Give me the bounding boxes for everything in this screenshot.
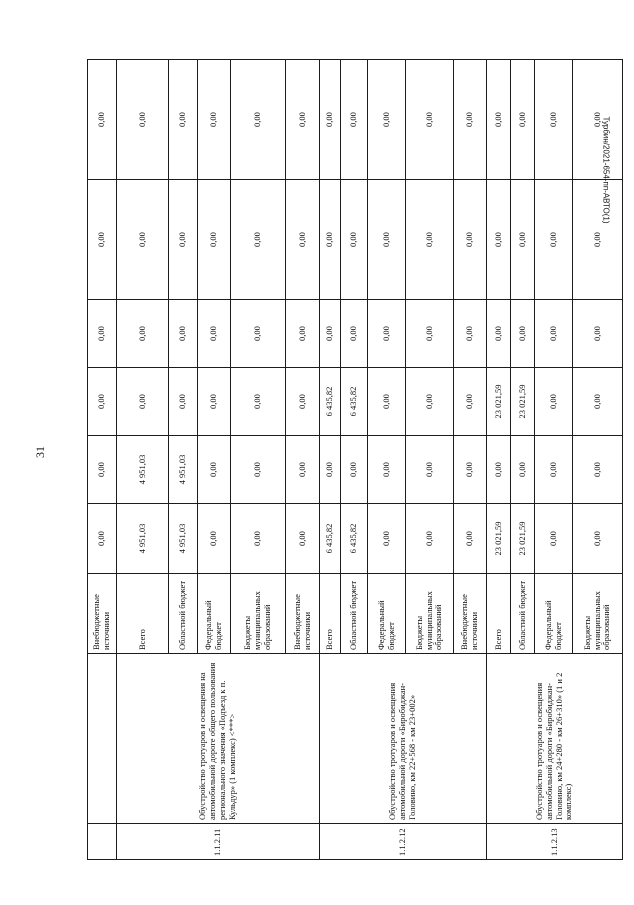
value-cell: 0,00 xyxy=(535,60,573,180)
value-cell: 0,00 xyxy=(573,436,623,504)
value-cell: 0,00 xyxy=(406,368,454,436)
code-cell-empty xyxy=(88,824,117,860)
value-cell: 0,00 xyxy=(198,504,231,574)
value-cell: 0,00 xyxy=(231,504,286,574)
value-cell: 0,00 xyxy=(511,180,535,300)
value-cell: 0,00 xyxy=(117,60,169,180)
value-cell: 0,00 xyxy=(286,368,320,436)
value-cell: 23 021,59 xyxy=(511,504,535,574)
value-cell: 0,00 xyxy=(341,180,368,300)
event-code: 1.1.2.11 xyxy=(117,824,320,860)
value-cell: 0,00 xyxy=(88,60,117,180)
source-cell: Всего xyxy=(320,574,341,654)
financing-table xyxy=(87,59,623,860)
value-cell: 0,00 xyxy=(286,504,320,574)
source-cell: Федеральный бюджет xyxy=(368,574,406,654)
value-cell: 0,00 xyxy=(320,180,341,300)
value-cell: 0,00 xyxy=(406,436,454,504)
value-cell: 0,00 xyxy=(368,436,406,504)
event-title: Обустройство тротуаров и освещения автомобильной дороги «Биробиджан-Головино, км 22+568 - км 23+002» xyxy=(320,654,487,824)
source-cell: Федеральный бюджет xyxy=(535,574,573,654)
value-cell: 0,00 xyxy=(406,300,454,368)
source-cell: Бюджеты муниципальных образований xyxy=(231,574,286,654)
value-cell: 0,00 xyxy=(573,300,623,368)
value-cell: 0,00 xyxy=(88,504,117,574)
value-cell: 4 951,03 xyxy=(117,504,169,574)
value-cell: 4 951,03 xyxy=(169,436,198,504)
source-cell: Внебюджетные источники xyxy=(88,574,117,654)
value-cell: 0,00 xyxy=(198,368,231,436)
value-cell: 0,00 xyxy=(535,504,573,574)
value-cell: 0,00 xyxy=(535,436,573,504)
value-cell: 23 021,59 xyxy=(487,368,511,436)
value-cell: 0,00 xyxy=(117,368,169,436)
source-cell: Федеральный бюджет xyxy=(198,574,231,654)
value-cell: 0,00 xyxy=(406,180,454,300)
value-cell: 0,00 xyxy=(406,504,454,574)
event-title: Обустройство тротуаров и освещения автомобильной дороги «Биробиджан-Головино, км 24+280 - км 26+310» (1 и 2 комплекс) xyxy=(487,654,623,824)
source-cell: Всего xyxy=(117,574,169,654)
value-cell: 0,00 xyxy=(231,180,286,300)
value-cell: 0,00 xyxy=(573,504,623,574)
value-cell: 0,00 xyxy=(231,368,286,436)
value-cell: 0,00 xyxy=(169,368,198,436)
value-cell: 0,00 xyxy=(117,180,169,300)
source-cell: Внебюджетные источники xyxy=(454,574,487,654)
value-cell: 0,00 xyxy=(535,368,573,436)
value-cell: 0,00 xyxy=(454,504,487,574)
value-cell: 0,00 xyxy=(368,504,406,574)
value-cell: 0,00 xyxy=(286,60,320,180)
value-cell: 0,00 xyxy=(511,300,535,368)
value-cell: 4 951,03 xyxy=(117,436,169,504)
value-cell: 6 435,82 xyxy=(341,368,368,436)
source-cell: Областной бюджет xyxy=(341,574,368,654)
value-cell: 0,00 xyxy=(368,300,406,368)
value-cell: 0,00 xyxy=(454,300,487,368)
value-cell: 0,00 xyxy=(341,436,368,504)
table-row xyxy=(88,60,117,860)
value-cell: 0,00 xyxy=(198,436,231,504)
value-cell: 0,00 xyxy=(368,180,406,300)
event-code: 1.1.2.12 xyxy=(320,824,487,860)
value-cell: 0,00 xyxy=(320,436,341,504)
value-cell: 0,00 xyxy=(341,300,368,368)
value-cell: 0,00 xyxy=(198,60,231,180)
value-cell: 0,00 xyxy=(88,180,117,300)
value-cell: 0,00 xyxy=(286,300,320,368)
page-number: 31 xyxy=(33,446,47,458)
value-cell: 0,00 xyxy=(320,60,341,180)
value-cell: 0,00 xyxy=(169,300,198,368)
value-cell: 0,00 xyxy=(487,60,511,180)
value-cell: 0,00 xyxy=(406,60,454,180)
value-cell: 0,00 xyxy=(487,300,511,368)
value-cell: 0,00 xyxy=(231,60,286,180)
value-cell: 0,00 xyxy=(117,300,169,368)
value-cell: 0,00 xyxy=(169,180,198,300)
value-cell: 0,00 xyxy=(454,180,487,300)
value-cell: 0,00 xyxy=(198,180,231,300)
value-cell: 0,00 xyxy=(454,60,487,180)
value-cell: 0,00 xyxy=(535,180,573,300)
value-cell: 0,00 xyxy=(286,180,320,300)
value-cell: 4 951,03 xyxy=(169,504,198,574)
event-title: Обустройство тротуаров и освещения на автомобильной дороге общего пользования регионального значения «Подъезд к п. Кульдур» (1 комплекс) <***> xyxy=(117,654,320,824)
value-cell: 0,00 xyxy=(573,60,623,180)
value-cell: 23 021,59 xyxy=(511,368,535,436)
value-cell: 23 021,59 xyxy=(487,504,511,574)
value-cell: 0,00 xyxy=(231,436,286,504)
value-cell: 0,00 xyxy=(511,60,535,180)
value-cell: 0,00 xyxy=(198,300,231,368)
value-cell: 0,00 xyxy=(88,436,117,504)
value-cell: 0,00 xyxy=(286,436,320,504)
value-cell: 0,00 xyxy=(341,60,368,180)
value-cell: 0,00 xyxy=(231,300,286,368)
value-cell: 0,00 xyxy=(573,180,623,300)
table-row xyxy=(487,60,511,860)
value-cell: 0,00 xyxy=(368,368,406,436)
value-cell: 0,00 xyxy=(535,300,573,368)
source-cell: Внебюджетные источники xyxy=(286,574,320,654)
source-cell: Областной бюджет xyxy=(169,574,198,654)
value-cell: 0,00 xyxy=(454,436,487,504)
value-cell: 0,00 xyxy=(573,368,623,436)
value-cell: 0,00 xyxy=(511,436,535,504)
value-cell: 0,00 xyxy=(368,60,406,180)
event-code: 1.1.2.13 xyxy=(487,824,623,860)
value-cell: 6 435,82 xyxy=(320,504,341,574)
document-code: Турбин/2021-654-пп-АВТО(1) xyxy=(601,116,611,224)
value-cell: 6 435,82 xyxy=(320,368,341,436)
event-cell-empty xyxy=(88,654,117,824)
value-cell: 0,00 xyxy=(320,300,341,368)
value-cell: 0,00 xyxy=(169,60,198,180)
value-cell: 0,00 xyxy=(487,180,511,300)
source-cell: Областной бюджет xyxy=(511,574,535,654)
source-cell: Бюджеты муниципальных образований xyxy=(573,574,623,654)
value-cell: 0,00 xyxy=(487,436,511,504)
source-cell: Бюджеты муниципальных образований xyxy=(406,574,454,654)
value-cell: 0,00 xyxy=(88,368,117,436)
value-cell: 0,00 xyxy=(454,368,487,436)
value-cell: 0,00 xyxy=(88,300,117,368)
table-row xyxy=(320,60,341,860)
source-cell: Всего xyxy=(487,574,511,654)
value-cell: 6 435,82 xyxy=(341,504,368,574)
table-row xyxy=(117,60,169,860)
